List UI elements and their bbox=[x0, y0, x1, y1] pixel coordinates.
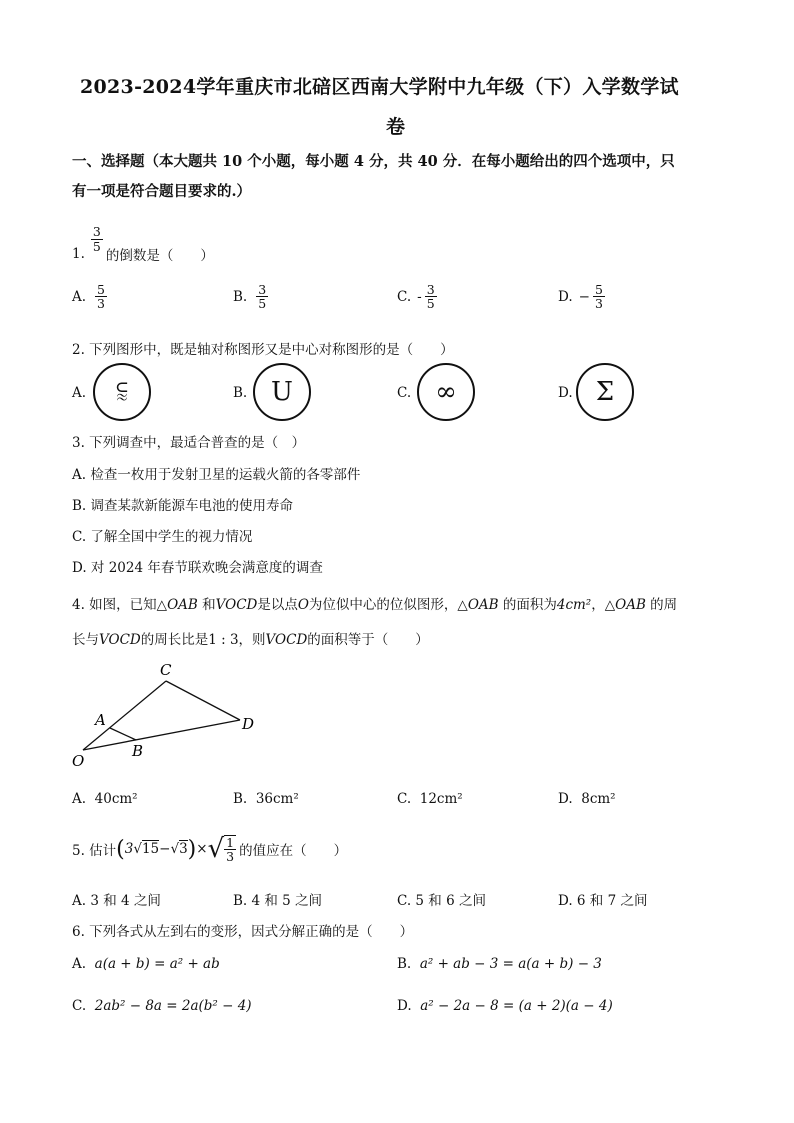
option-a bbox=[72, 283, 110, 310]
circle-symbol-d bbox=[576, 363, 634, 421]
option-expr: a² + ab − 3 = a(a + b) − 3 bbox=[419, 956, 602, 972]
circle-symbol-c bbox=[417, 363, 475, 421]
option-value: 40cm² bbox=[94, 791, 138, 807]
circle-symbol-b bbox=[253, 363, 311, 421]
option-label: C. bbox=[397, 791, 412, 807]
fraction bbox=[425, 283, 437, 310]
option-expr: 2ab² − 8a = 2a(b² − 4) bbox=[94, 998, 252, 1014]
operator: × bbox=[196, 841, 208, 857]
fraction-denominator: 5 bbox=[92, 238, 101, 254]
subset-symbol-icon: ⫉ bbox=[116, 376, 128, 407]
question-text: 的倒数是（ ） bbox=[105, 248, 214, 264]
option-c: C. 5 和 6 之间 bbox=[397, 893, 486, 909]
math: 3 bbox=[124, 841, 134, 857]
label-d: D bbox=[242, 715, 255, 733]
line-ab bbox=[110, 728, 136, 740]
text: 是以点 bbox=[257, 597, 298, 613]
option-d bbox=[397, 998, 613, 1014]
page-title-cont: 卷 bbox=[386, 116, 406, 138]
text: 的周 bbox=[645, 597, 678, 613]
question-3: 3. 下列调查中，最适合普查的是（ ） bbox=[72, 435, 306, 451]
option-label: D. bbox=[558, 288, 573, 305]
text: 的面积为 bbox=[498, 597, 557, 613]
option-sign: − bbox=[578, 288, 590, 305]
math: OAB bbox=[615, 597, 646, 613]
text: 4. 如图，已知△ bbox=[72, 597, 168, 613]
option-label: A. bbox=[72, 956, 87, 972]
question-4-line1 bbox=[72, 593, 677, 613]
option-label: D. bbox=[397, 998, 412, 1014]
option-expr: a(a + b) = a² + ab bbox=[94, 956, 220, 972]
option-label: B. bbox=[233, 791, 248, 807]
question-number: 1. bbox=[72, 246, 85, 262]
fraction-denominator: 3 bbox=[97, 296, 105, 312]
similar-triangles-figure bbox=[66, 660, 266, 772]
option-label: B. bbox=[397, 956, 412, 972]
question-number: 5. 估计 bbox=[72, 843, 117, 859]
option-c bbox=[397, 791, 463, 807]
option-b bbox=[397, 956, 602, 972]
question-4-line2 bbox=[72, 628, 429, 648]
fraction-denominator: 3 bbox=[226, 849, 235, 864]
operator: − bbox=[159, 841, 171, 857]
math: O bbox=[297, 597, 309, 613]
option-sign: - bbox=[417, 288, 422, 305]
math: VOCD bbox=[99, 632, 141, 648]
option-value: 36cm² bbox=[255, 791, 299, 807]
option-a bbox=[72, 791, 138, 807]
option-label: B. bbox=[233, 288, 248, 305]
option-d: D. 6 和 7 之间 bbox=[558, 893, 648, 909]
fraction-denominator: 3 bbox=[594, 296, 603, 312]
sqrt-15: √15 bbox=[133, 841, 160, 857]
line-od bbox=[83, 720, 240, 750]
fraction bbox=[95, 283, 107, 310]
fraction-numerator: 5 bbox=[97, 282, 105, 297]
u-symbol-icon: U bbox=[271, 377, 293, 407]
option-a: A. 3 和 4 之间 bbox=[72, 893, 161, 909]
fraction-numerator: 3 bbox=[258, 282, 267, 297]
text: 的周长比是 bbox=[140, 632, 209, 648]
fraction bbox=[256, 283, 268, 310]
question-1 bbox=[72, 214, 214, 264]
fraction-numerator: 3 bbox=[426, 282, 435, 297]
page-title: 2023-2024学年重庆市北碚区西南大学附中九年级（下）入学数学试 bbox=[80, 76, 679, 98]
math: OAB bbox=[467, 597, 499, 613]
sqrt-fraction: √ $\frac{1}{3}$ bbox=[207, 834, 235, 864]
option-label: C. bbox=[397, 288, 412, 305]
option-d bbox=[558, 283, 608, 310]
option-label: A. bbox=[72, 288, 87, 305]
option-b: B. 4 和 5 之间 bbox=[233, 893, 323, 909]
fraction bbox=[224, 835, 236, 863]
text: ，△ bbox=[591, 597, 616, 613]
math: VOCD bbox=[215, 597, 258, 613]
option-c bbox=[72, 998, 252, 1014]
option-b bbox=[233, 283, 271, 310]
text: ，则 bbox=[238, 632, 266, 648]
paren-close: ) bbox=[187, 836, 197, 862]
line-cd bbox=[166, 681, 240, 720]
fraction bbox=[91, 225, 103, 252]
fraction-numerator: 1 bbox=[226, 834, 235, 850]
question-5 bbox=[72, 834, 347, 864]
label-o: O bbox=[72, 752, 85, 770]
option-d bbox=[558, 791, 616, 807]
fraction bbox=[593, 283, 605, 310]
section-header-line1: 一、选择题（本大题共 10 个小题，每小题 4 分，共 40 分．在每小题给出的四个选项中，只 bbox=[72, 153, 675, 170]
fraction-numerator: 5 bbox=[594, 282, 603, 297]
option-b: B. 调查某款新能源车电池的使用寿命 bbox=[72, 498, 294, 514]
option-b-label: B. bbox=[233, 385, 248, 401]
paren-open: ( bbox=[116, 836, 125, 862]
math: OAB bbox=[167, 597, 198, 613]
text: 的面积等于（ ） bbox=[307, 632, 429, 648]
text: 和 bbox=[197, 597, 216, 613]
option-b bbox=[233, 791, 299, 807]
radicand: 15 bbox=[141, 841, 160, 857]
question-text: 的值应在（ ） bbox=[239, 843, 348, 859]
text: 为位似中心的位似图形，△ bbox=[308, 597, 468, 613]
section-header-line2: 有一项是符合题目要求的.） bbox=[72, 183, 252, 200]
option-label: C. bbox=[72, 998, 87, 1014]
option-c bbox=[397, 283, 440, 310]
fraction-denominator: 5 bbox=[258, 296, 267, 312]
radicand: 3 bbox=[179, 841, 188, 857]
text: 长与 bbox=[72, 632, 99, 648]
option-a: A. 检查一枚用于发射卫星的运载火箭的各零部件 bbox=[72, 467, 361, 483]
option-value: 8cm² bbox=[581, 791, 616, 807]
sigma-symbol-icon: Σ bbox=[595, 377, 615, 407]
fraction-numerator: 3 bbox=[92, 224, 101, 240]
sqrt-3: √3 bbox=[170, 841, 188, 857]
option-c-label: C. bbox=[397, 385, 412, 401]
infinity-symbol-icon: ∞ bbox=[435, 377, 457, 407]
circle-symbol-a bbox=[93, 363, 151, 421]
math: VOCD bbox=[265, 632, 308, 648]
option-a bbox=[72, 956, 220, 972]
option-label: A. bbox=[72, 791, 87, 807]
option-d: D. 对 2024 年春节联欢晚会满意度的调查 bbox=[72, 560, 323, 576]
question-6: 6. 下列各式从左到右的变形，因式分解正确的是（ ） bbox=[72, 924, 414, 940]
option-c: C. 了解全国中学生的视力情况 bbox=[72, 529, 253, 545]
question-2: 2. 下列图形中，既是轴对称图形又是中心对称图形的是（ ） bbox=[72, 342, 454, 358]
math: 4cm² bbox=[556, 597, 592, 613]
label-a: A bbox=[95, 711, 106, 729]
option-a-label: A. bbox=[72, 385, 87, 401]
label-c: C bbox=[160, 661, 172, 679]
option-expr: a² − 2a − 8 = (a + 2)(a − 4) bbox=[420, 998, 613, 1014]
label-b: B bbox=[132, 742, 144, 760]
option-value: 12cm² bbox=[419, 791, 463, 807]
math: 1 : 3 bbox=[208, 632, 239, 648]
option-d-label: D. bbox=[558, 385, 573, 401]
fraction-denominator: 5 bbox=[426, 296, 435, 312]
option-label: D. bbox=[558, 791, 573, 807]
